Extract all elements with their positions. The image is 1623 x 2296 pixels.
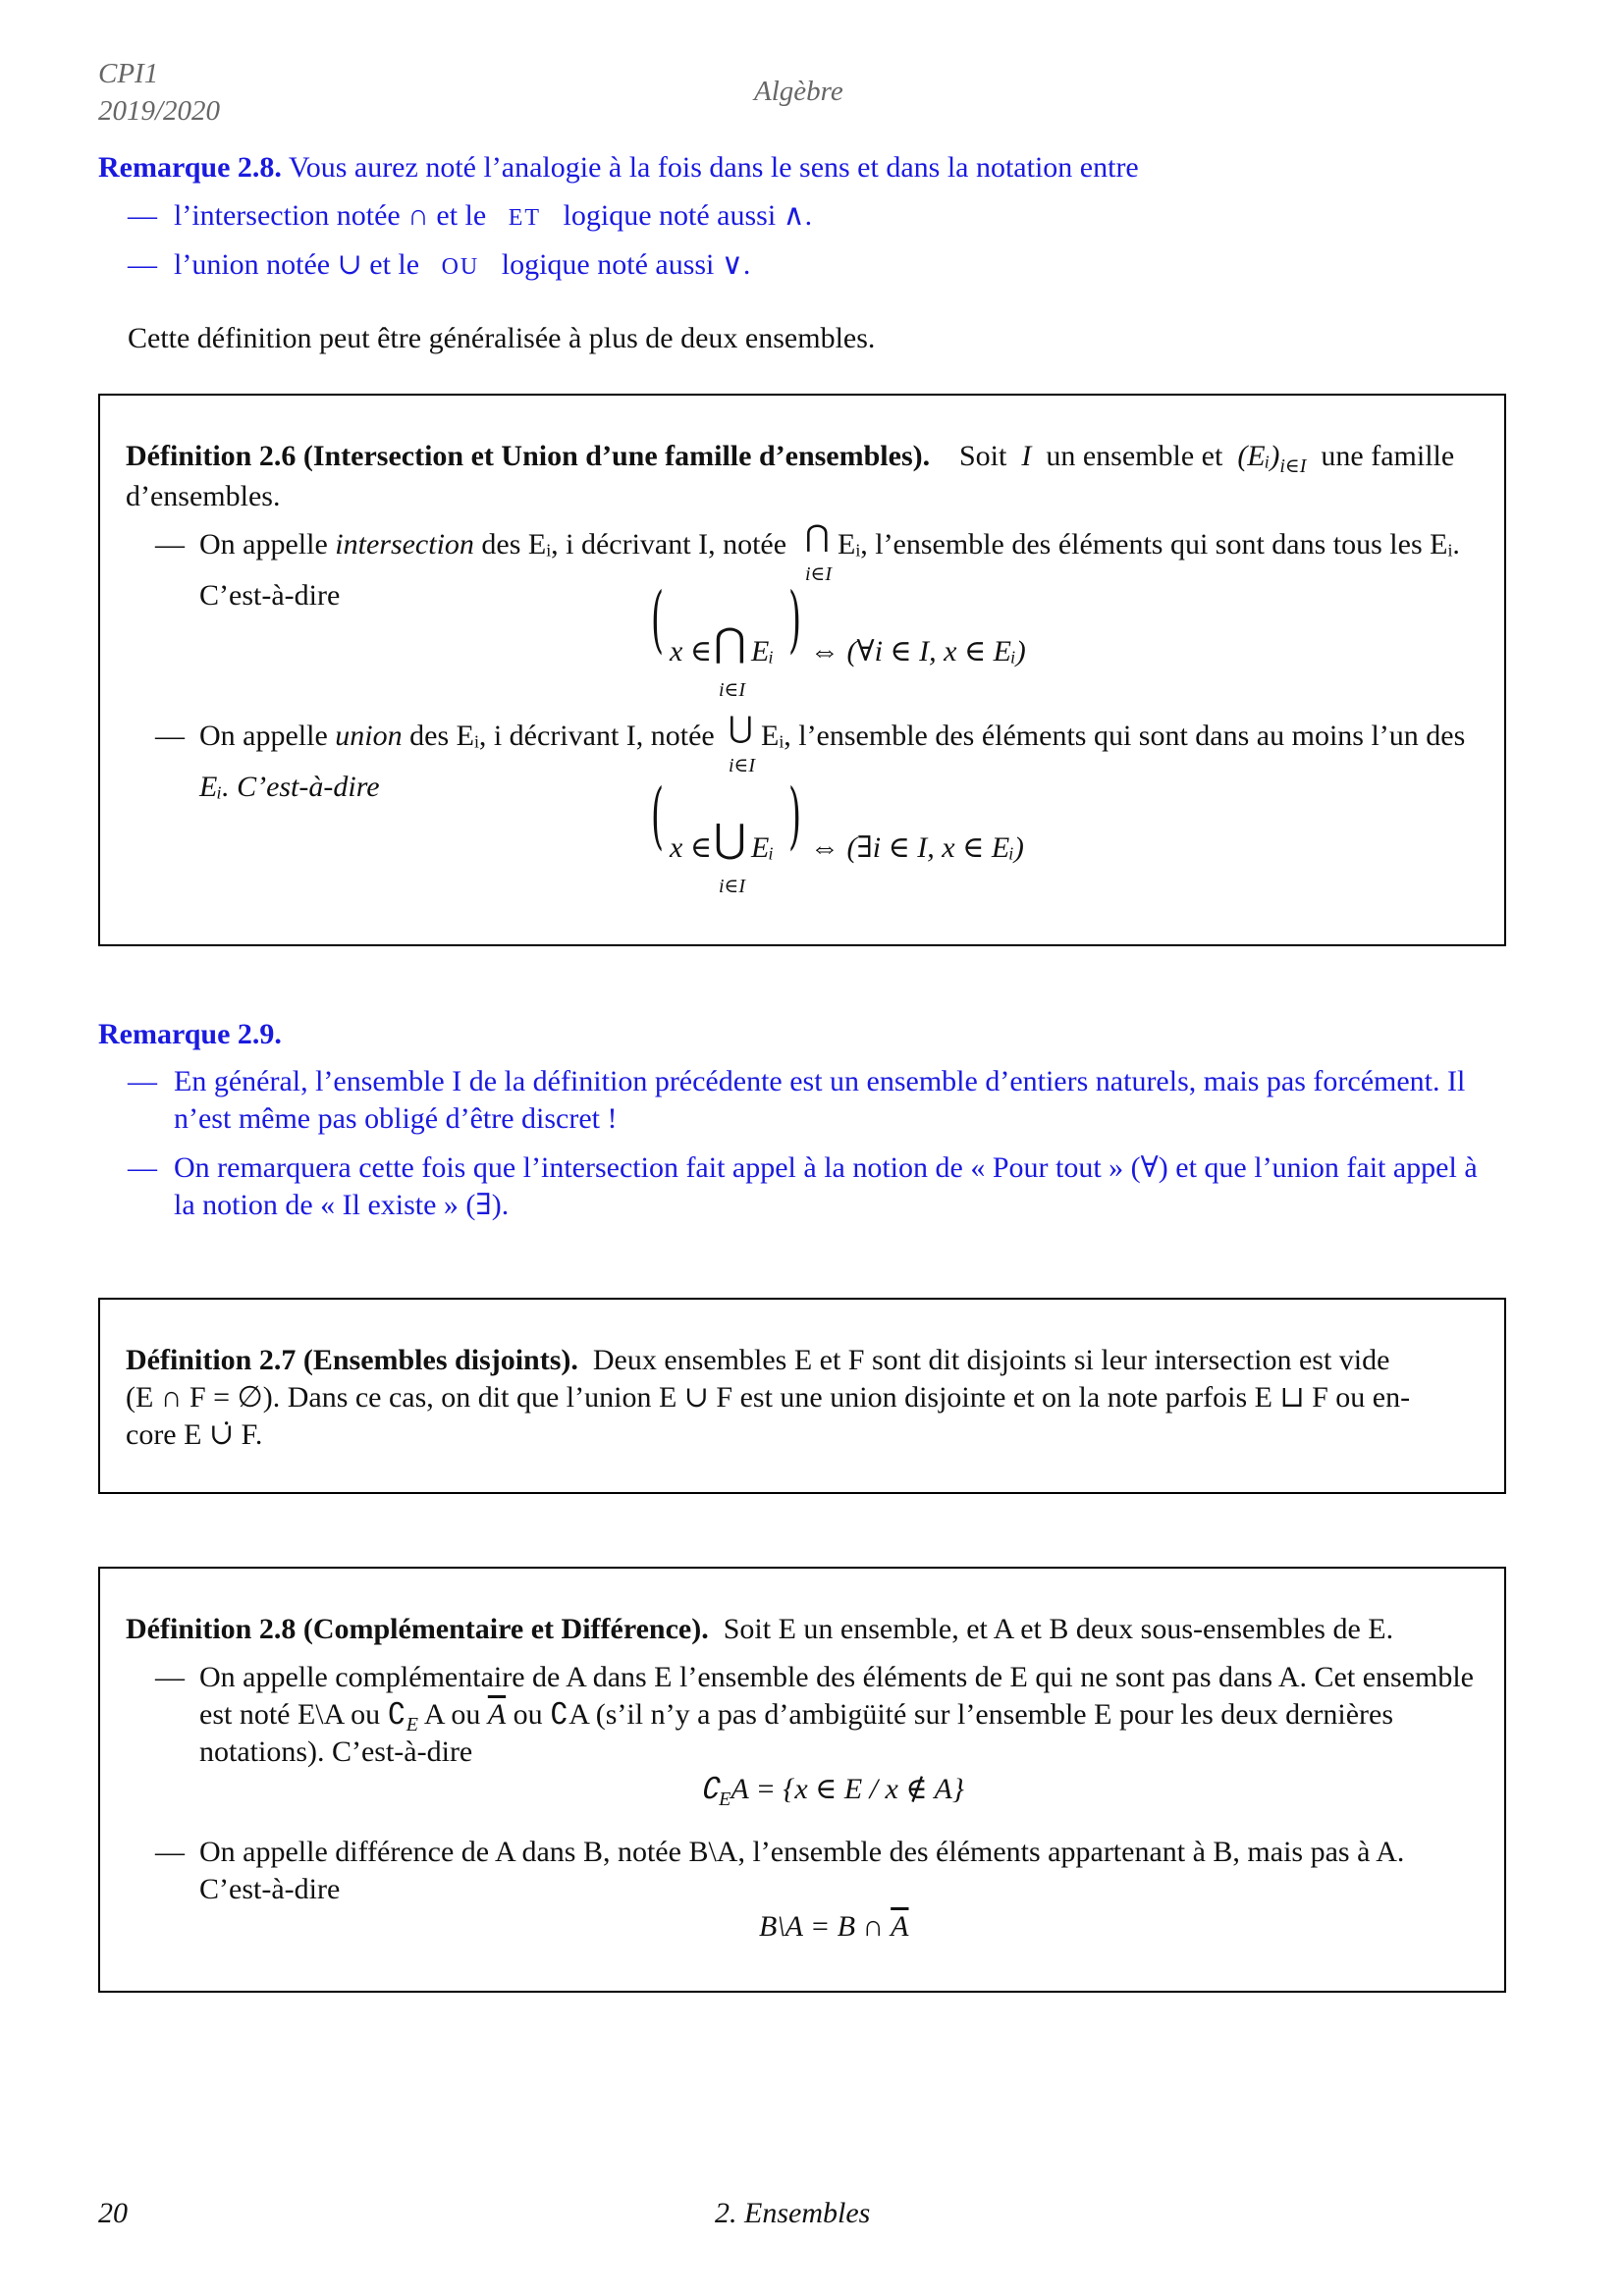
header-year: 2019/2020 — [98, 95, 221, 127]
remark-2-8-intro: Vous aurez noté l’analogie à la fois dans le sens et dans la notation entre — [288, 151, 1139, 184]
def-2-7-line-1 — [126, 1342, 1389, 1379]
generalize-text: Cette définition peut être généralisée à plus de deux ensembles. — [128, 322, 876, 354]
def-2-6-intersection-cad: C’est-à-dire — [199, 579, 341, 612]
def-2-8-title: Définition 2.8 (Complémentaire et Différence). — [126, 1613, 709, 1645]
header-course: CPI1 — [98, 58, 159, 89]
footer-chapter: 2. Ensembles — [715, 2197, 871, 2229]
item-text: l’union notée ∪ et le — [174, 248, 420, 281]
text: Soit E un ensemble, et A et B deux sous-ensembles de E. — [723, 1613, 1394, 1645]
term-union: union — [335, 720, 403, 752]
bullet-dash: — — [128, 1065, 157, 1097]
def-2-8-comp-l1: On appelle complémentaire de A dans E l’ensemble des éléments de E qui ne sont pas dans A. Cet ensemble — [199, 1661, 1474, 1693]
def-2-7-line-2: (E ∩ F = ∅). Dans ce cas, on dit que l’union E ∪ F est une union disjointe et on la note parfois E ⊔ F ou en- — [126, 1381, 1411, 1414]
text: ou ∁A (s’il n’y a pas d’ambigüité sur l’ensemble E pour les deux dernières — [513, 1698, 1394, 1731]
eq-E: Eᵢ — [751, 635, 775, 667]
text: Deux ensembles E et F sont dit disjoints si leur intersection est vide — [592, 1344, 1390, 1376]
def-2-6-line-1-rest — [959, 438, 1454, 485]
eq-right: ⇔ (∃i ∈ I, x ∈ Eᵢ) — [810, 831, 1024, 864]
math-bar-A: $\overline{A}$ — [891, 1910, 909, 1943]
remark-2-8-item-1-text — [174, 197, 812, 237]
left-paren: ( — [650, 774, 664, 858]
text: A ou — [423, 1698, 481, 1731]
text: des Eᵢ, i décrivant I, notée — [481, 528, 787, 561]
text: est noté E\A ou ∁ — [199, 1698, 406, 1731]
term-intersection: intersection — [335, 528, 474, 561]
eq-left: x ∈ — [670, 831, 713, 864]
bullet-dash: — — [128, 1151, 157, 1184]
math-bar-A: $\overline{A}$ — [487, 1698, 507, 1731]
def-2-6-title: Définition 2.6 (Intersection et Union d’une famille d’ensembles). — [126, 440, 931, 472]
eq-union-sub: i∈I — [719, 876, 746, 897]
union-operator: ⋃ — [729, 712, 753, 744]
math-sub: E — [719, 1789, 731, 1810]
def-2-8-comp-l3: notations). C’est-à-dire — [199, 1735, 473, 1768]
def-2-8-line-1 — [126, 1611, 1393, 1648]
remark-2-9-item-2-l1: On remarquera cette fois que l’intersection fait appel à la notion de « Pour tout » (∀) et que l’union fait appel à — [174, 1151, 1478, 1184]
eq-union-op: ⋃ — [714, 817, 746, 861]
intersection-operator: ⋂ — [805, 520, 830, 553]
complement-symbol: ∁ — [700, 1773, 720, 1805]
def-2-8-diff-l2: C’est-à-dire — [199, 1873, 341, 1905]
remark-2-8-item-2: — — [128, 248, 157, 281]
difference-equation — [759, 1908, 908, 1946]
union-sub: i∈I — [729, 755, 756, 776]
math-family: (Eᵢ) — [1237, 440, 1280, 472]
eq-E: Eᵢ — [751, 831, 775, 864]
math-sub: E — [406, 1714, 418, 1735]
math-sub: i∈I — [1279, 455, 1307, 477]
remark-2-9-item-1-l1: En général, l’ensemble I de la définition précédente est un ensemble d’entiers naturels, mais pas forcément. Il — [174, 1065, 1466, 1097]
item-text: logique noté aussi ∨. — [501, 248, 751, 281]
math-text: B\A = B ∩ — [759, 1910, 885, 1943]
remark-2-8 — [98, 149, 1139, 187]
bullet-dash: — — [155, 528, 185, 561]
math-I: I — [1021, 440, 1032, 472]
def-2-6-union-rest: Eᵢ, l’ensemble des éléments qui sont dans au moins l’un des — [761, 720, 1466, 752]
header-subject: Algèbre — [754, 76, 843, 107]
remark-2-9-item-1-l2: n’est même pas obligé d’être discret ! — [174, 1102, 618, 1135]
def-2-6-union-text — [199, 718, 715, 755]
def-2-6-intersection-rest: Eᵢ, l’ensemble des éléments qui sont dans tous les Eᵢ. — [838, 528, 1460, 561]
eq-intersection-op: ⋂ — [714, 620, 746, 665]
bullet-dash: — — [155, 720, 185, 752]
remark-2-8-item-1: — — [128, 199, 157, 232]
item-text: logique noté aussi ∧. — [563, 199, 813, 232]
remark-2-8-item-2-text — [174, 246, 750, 286]
def-2-6-line-2: d’ensembles. — [126, 480, 281, 512]
text: On appelle — [199, 720, 328, 752]
eq-intersection-sub: i∈I — [719, 679, 746, 701]
math-text: A = {x ∈ E / x ∉ A} — [730, 1773, 964, 1805]
def-2-7-title: Définition 2.7 (Ensembles disjoints). — [126, 1344, 578, 1376]
eq-left: x ∈ — [670, 635, 713, 667]
union-equation — [643, 774, 672, 858]
text: un ensemble et — [1046, 440, 1223, 472]
def-2-7-line-3: core E ∪̇ F. — [126, 1418, 263, 1451]
item-text: l’intersection notée ∩ et le — [174, 199, 487, 232]
footer-page-number: 20 — [98, 2197, 128, 2229]
left-paren: ( — [650, 577, 664, 662]
logic-keyword: ET — [508, 205, 542, 231]
right-paren: ) — [787, 774, 801, 858]
complement-equation — [700, 1771, 964, 1818]
bullet-dash: — — [155, 1661, 185, 1693]
logic-keyword: OU — [441, 254, 480, 280]
right-paren: ) — [787, 577, 801, 662]
text: On appelle — [199, 528, 328, 561]
intersection-sub: i∈I — [805, 563, 833, 585]
text: Soit — [959, 440, 1007, 472]
text: des Eᵢ, i décrivant I, notée — [409, 720, 715, 752]
remark-2-9-item-2-l2: la notion de « Il existe » (∃). — [174, 1189, 510, 1221]
remark-2-8-title: Remarque 2.8. — [98, 151, 282, 184]
intersection-equation — [643, 577, 672, 662]
eq-right: ⇔ (∀i ∈ I, x ∈ Eᵢ) — [810, 635, 1026, 667]
right-paren-wrap — [781, 577, 809, 662]
text: une famille — [1321, 440, 1455, 472]
def-2-8-diff-l1: On appelle différence de A dans B, notée B\A, l’ensemble des éléments appartenant à B, mais pas à A. — [199, 1836, 1405, 1868]
def-2-6-intersection-text — [199, 526, 786, 563]
remark-2-9-title: Remarque 2.9. — [98, 1018, 282, 1050]
bullet-dash: — — [155, 1836, 185, 1868]
right-paren-wrap — [781, 774, 809, 858]
def-2-6-union-cad: Eᵢ. C’est-à-dire — [199, 771, 380, 803]
